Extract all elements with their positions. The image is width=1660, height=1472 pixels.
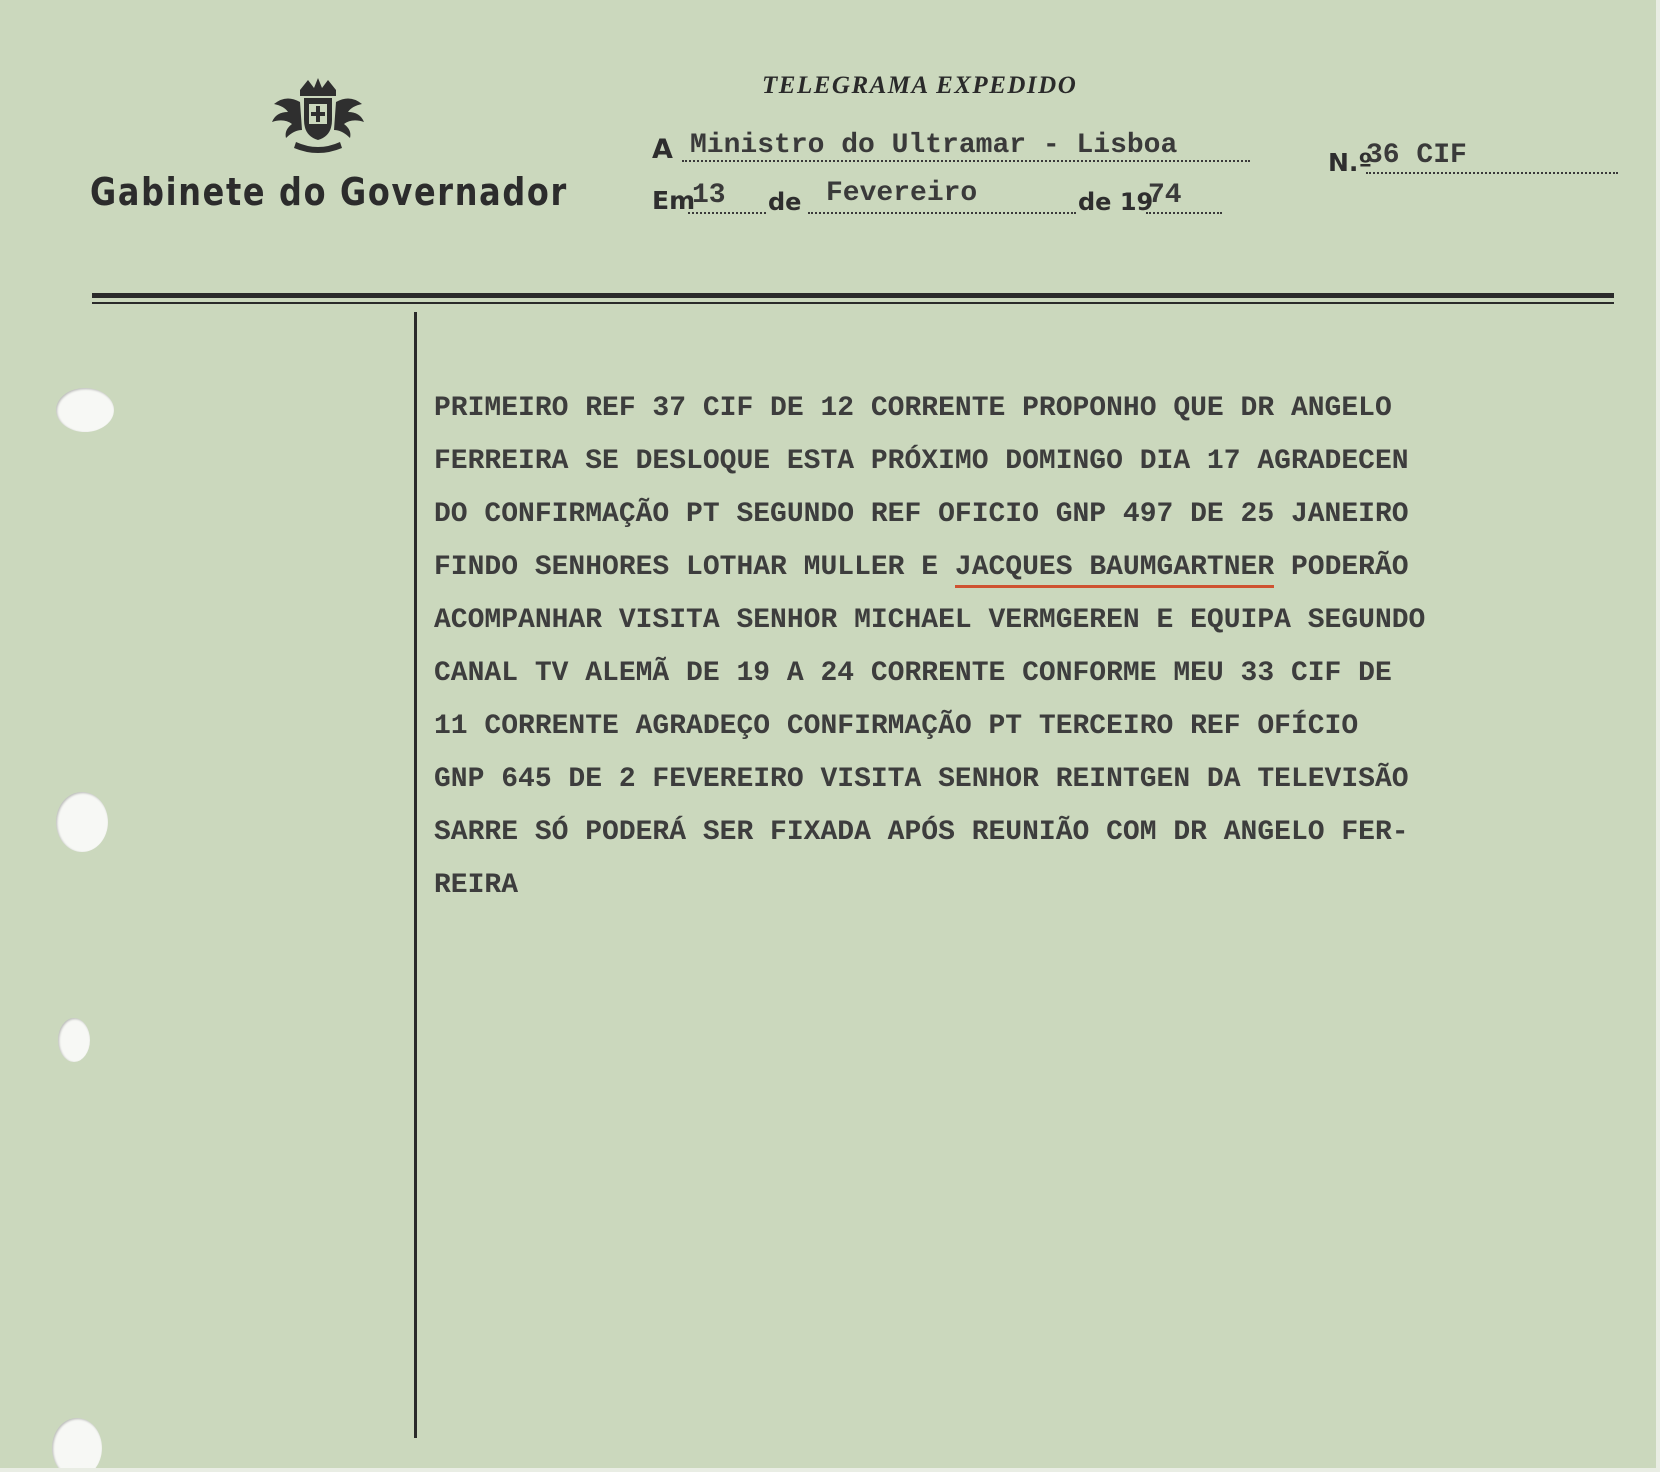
- addressee-value: Ministro do Ultramar - Lisboa: [690, 130, 1178, 161]
- message-line: 11 CORRENTE AGRADEÇO CONFIRMAÇÃO PT TERCEIRO REF OFÍCIO: [434, 711, 1359, 742]
- date-year-suffix: 74: [1148, 180, 1182, 211]
- date-day: 13: [692, 180, 726, 211]
- telegram-message: [434, 382, 1644, 912]
- date-year-prefix: de 19: [1078, 188, 1154, 216]
- message-line-end: PODERÃO: [1274, 552, 1409, 583]
- date-month-dotted-line: [808, 212, 1076, 214]
- number-prefix: N.º: [1328, 148, 1373, 177]
- number-dotted-line: [1366, 172, 1618, 174]
- message-line: CANAL TV ALEMÃ DE 19 A 24 CORRENTE CONFORME MEU 33 CIF DE: [434, 658, 1392, 689]
- message-line: DO CONFIRMAÇÃO PT SEGUNDO REF OFICIO GNP 497 DE 25 JANEIRO: [434, 499, 1409, 530]
- underlined-name: JACQUES BAUMGARTNER: [955, 552, 1274, 588]
- date-prefix: Em: [652, 186, 696, 215]
- message-line: [434, 541, 1644, 594]
- office-name: Gabinete do Governador: [90, 170, 568, 214]
- date-month: Fevereiro: [826, 178, 978, 209]
- message-line: GNP 645 DE 2 FEVEREIRO VISITA SENHOR REINTGEN DA TELEVISÃO: [434, 764, 1409, 795]
- date-year-dotted-line: [1146, 212, 1222, 214]
- message-line: FERREIRA SE DESLOQUE ESTA PRÓXIMO DOMINGO DIA 17 AGRADECEN: [434, 446, 1409, 477]
- punch-hole-icon: [56, 388, 114, 432]
- punch-hole-icon: [52, 1418, 102, 1472]
- addressee-prefix: A: [652, 134, 673, 165]
- punch-hole-icon: [56, 792, 108, 852]
- document-title: TELEGRAMA EXPEDIDO: [762, 72, 1078, 99]
- message-line: SARRE SÓ PODERÁ SER FIXADA APÓS REUNIÃO COM DR ANGELO FER-: [434, 817, 1409, 848]
- date-day-dotted-line: [688, 212, 766, 214]
- punch-hole-icon: [58, 1018, 90, 1062]
- header-divider-thin: [92, 302, 1614, 304]
- telegram-number: 36 CIF: [1366, 140, 1467, 171]
- coat-of-arms-icon: [270, 76, 366, 156]
- date-connector: de: [768, 188, 802, 216]
- message-line: ACOMPANHAR VISITA SENHOR MICHAEL VERMGEREN E EQUIPA SEGUNDO: [434, 605, 1426, 636]
- header-divider: [92, 293, 1614, 298]
- margin-rule: [414, 312, 417, 1438]
- message-line: PRIMEIRO REF 37 CIF DE 12 CORRENTE PROPONHO QUE DR ANGELO: [434, 393, 1392, 424]
- message-line-start: FINDO SENHORES LOTHAR MULLER E: [434, 552, 955, 583]
- message-line: REIRA: [434, 870, 519, 901]
